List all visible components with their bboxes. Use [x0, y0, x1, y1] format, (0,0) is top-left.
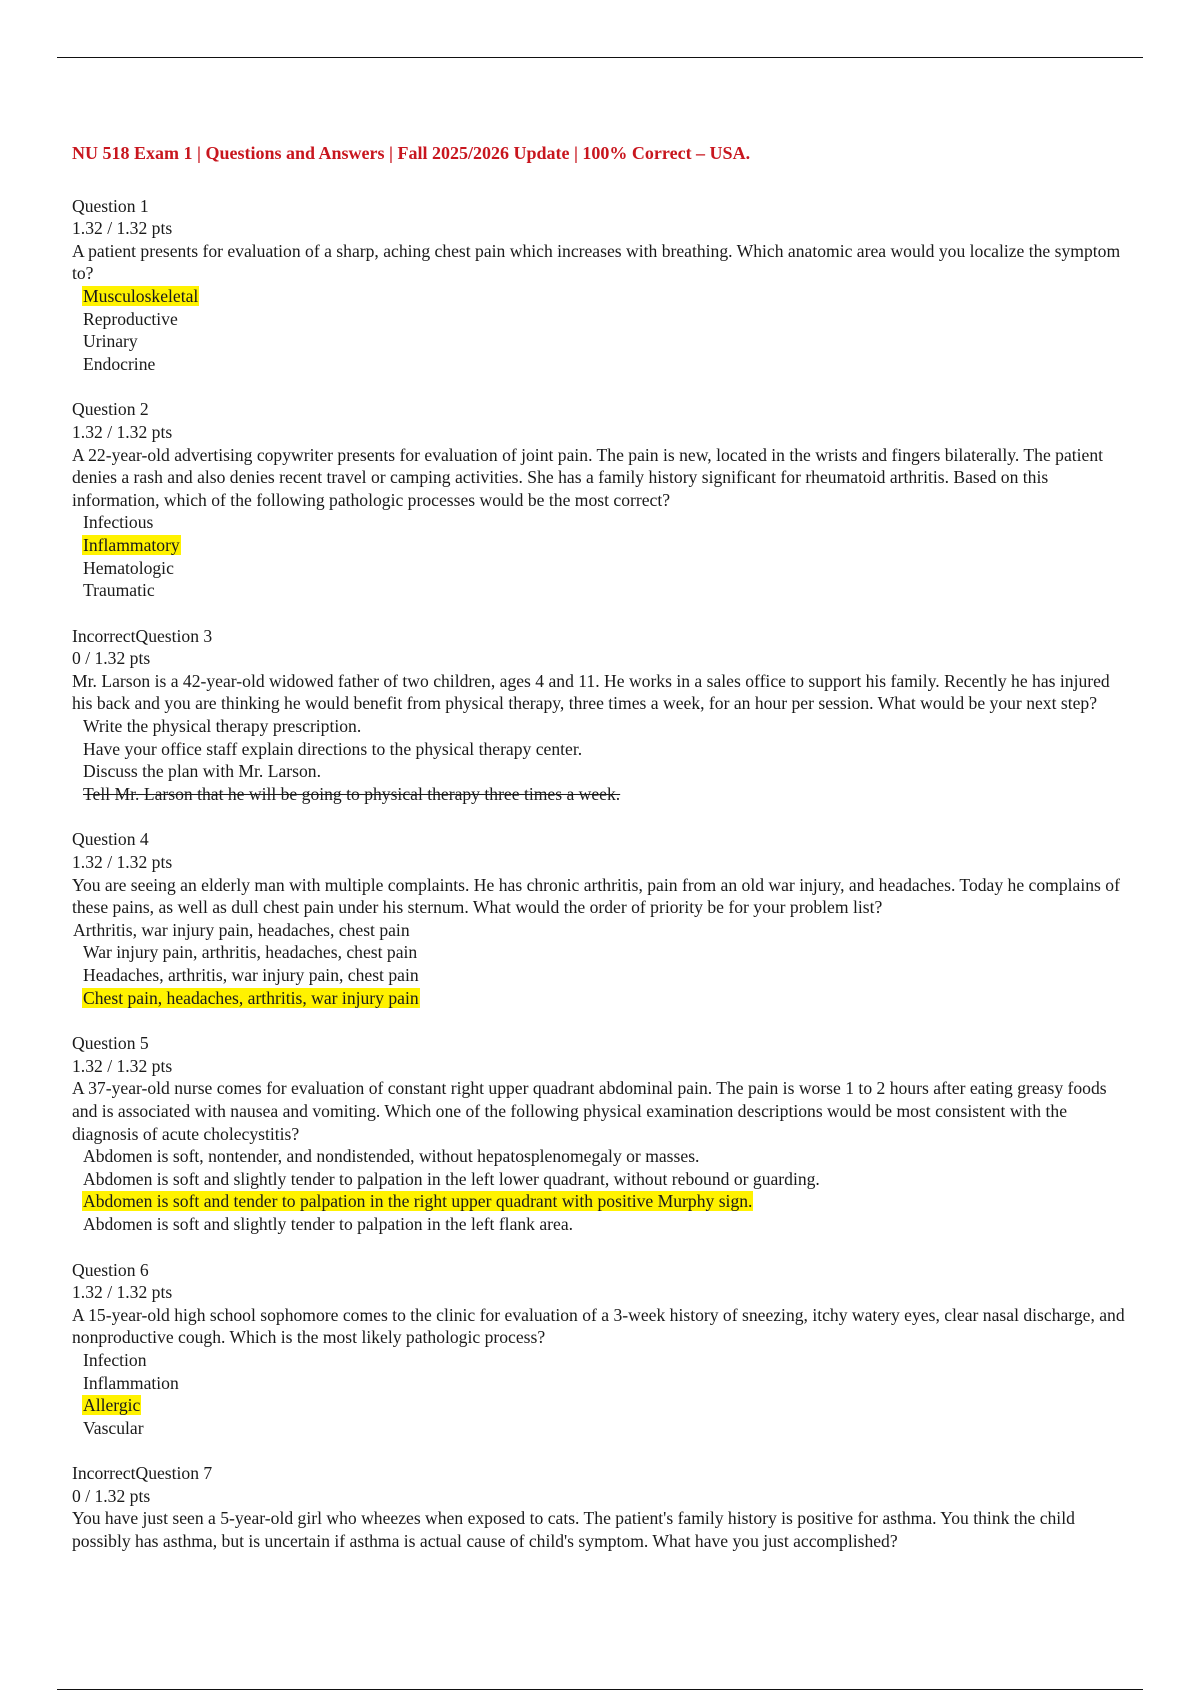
answer-option-label: Allergic — [83, 1395, 141, 1416]
answer-option-label: Endocrine — [83, 353, 156, 374]
answer-option-label: Write the physical therapy prescription. — [83, 716, 362, 737]
question-block — [72, 828, 1132, 1009]
answer-option — [72, 511, 1132, 534]
question-header: Question 6 — [72, 1259, 149, 1280]
answer-options — [72, 919, 1132, 1009]
question-header: Question 2 — [72, 399, 149, 420]
answer-option-label: Tell Mr. Larson that he will be going to physical therapy three times a week. — [83, 783, 621, 804]
question-text: A 37-year-old nurse comes for evaluation of constant right upper quadrant abdominal pain. The pain is worse 1 to 2 hours after eating greasy foods and is associated with nausea and vomiting. Which one of the following physical examination descriptions would be most consistent with the diagnosis of acute cholecystitis? — [72, 1078, 1107, 1144]
question-score: 1.32 / 1.32 pts — [72, 421, 173, 442]
document-title: NU 518 Exam 1 | Questions and Answers | Fall 2025/2026 Update | 100% Correct – USA. — [72, 143, 751, 163]
answer-option — [72, 919, 1132, 942]
answer-option — [72, 964, 1132, 987]
question-score: 1.32 / 1.32 pts — [72, 1055, 173, 1076]
answer-option — [72, 941, 1132, 964]
question-text: You are seeing an elderly man with multiple complaints. He has chronic arthritis, pain from an old war injury, and headaches. Today he complains of these pains, as well as dull chest pain under his sternum. What would the order of priority be for your problem list? — [72, 874, 1120, 918]
question-text: Mr. Larson is a 42-year-old widowed father of two children, ages 4 and 11. He works in a sales office to support his family. Recently he has injured his back and you are thinking he would benefit from physical therapy, three times a week, for an hour per session. What would be your next step? — [72, 670, 1110, 714]
question-score: 0 / 1.32 pts — [72, 1485, 151, 1506]
top-rule — [57, 57, 1143, 58]
answer-option — [72, 1213, 1132, 1236]
question-score: 1.32 / 1.32 pts — [72, 1282, 173, 1303]
answer-option-label: Vascular — [83, 1417, 144, 1438]
answer-option — [72, 1417, 1132, 1440]
answer-option-selected — [72, 534, 1132, 557]
bottom-rule — [57, 1689, 1143, 1690]
answer-option-label: War injury pain, arthritis, headaches, chest pain — [83, 942, 418, 963]
answer-option-label: Abdomen is soft and slightly tender to palpation in the left lower quadrant, without rebound or guarding. — [83, 1168, 820, 1189]
answer-options — [72, 715, 1132, 805]
answer-option-label: Abdomen is soft, nontender, and nondistended, without hepatosplenomegaly or masses. — [83, 1146, 700, 1167]
answer-option-label: Inflammatory — [83, 534, 180, 555]
question-header: Question 4 — [72, 829, 149, 850]
question-text: A 15-year-old high school sophomore comes to the clinic for evaluation of a 3-week history of sneezing, itchy watery eyes, clear nasal discharge, and nonproductive cough. Which is the most likely pathologic process? — [72, 1304, 1125, 1348]
answer-option-label: Infectious — [83, 512, 154, 533]
answer-options — [72, 285, 1132, 375]
document-body — [72, 142, 1132, 1576]
answer-option-struck — [72, 783, 1132, 806]
answer-option — [72, 738, 1132, 761]
question-header: IncorrectQuestion 7 — [72, 1463, 213, 1484]
question-score: 1.32 / 1.32 pts — [72, 852, 173, 873]
answer-option — [72, 579, 1132, 602]
question-block — [72, 195, 1132, 376]
answer-option-label: Discuss the plan with Mr. Larson. — [83, 761, 321, 782]
answer-option-label: Abdomen is soft and slightly tender to palpation in the left flank area. — [83, 1213, 574, 1234]
question-block — [72, 1462, 1132, 1552]
answer-option-label: Musculoskeletal — [83, 285, 199, 306]
answer-option — [72, 715, 1132, 738]
question-block — [72, 1032, 1132, 1235]
answer-option-selected — [72, 1190, 1132, 1213]
answer-option-label: Abdomen is soft and tender to palpation in the right upper quadrant with positive Murphy sign. — [83, 1191, 753, 1212]
answer-option — [72, 1145, 1132, 1168]
answer-option-selected — [72, 1394, 1132, 1417]
answer-option-label: Arthritis, war injury pain, headaches, chest pain — [73, 919, 410, 940]
question-score: 0 / 1.32 pts — [72, 648, 151, 669]
answer-option-label: Infection — [83, 1349, 147, 1370]
answer-option-label: Reproductive — [83, 308, 178, 329]
question-header: Question 1 — [72, 195, 149, 216]
answer-option-selected — [72, 285, 1132, 308]
answer-option — [72, 330, 1132, 353]
answer-option-label: Inflammation — [83, 1372, 179, 1393]
question-text: You have just seen a 5-year-old girl who wheezes when exposed to cats. The patient's family history is positive for asthma. You think the child possibly has asthma, but is uncertain if asthma is actual cause of child's symptom. What have you just accomplished? — [72, 1508, 1075, 1552]
answer-option — [72, 760, 1132, 783]
question-block — [72, 625, 1132, 806]
question-text: A 22-year-old advertising copywriter presents for evaluation of joint pain. The pain is new, located in the wrists and fingers bilaterally. The patient denies a rash and also denies recent travel or camping activities. She has a family history significant for rheumatoid arthritis. Based on this information, which of the following pathologic processes would be the most correct? — [72, 444, 1104, 510]
answer-option-label: Traumatic — [83, 580, 155, 601]
answer-options — [72, 1145, 1132, 1235]
answer-option-label: Chest pain, headaches, arthritis, war injury pain — [83, 987, 419, 1008]
question-header: Question 5 — [72, 1033, 149, 1054]
answer-option-label: Headaches, arthritis, war injury pain, chest pain — [83, 965, 419, 985]
question-text: A patient presents for evaluation of a sharp, aching chest pain which increases with breathing. Which anatomic area would you localize the symptom to? — [72, 240, 1121, 284]
question-block — [72, 398, 1132, 601]
answer-option-label: Have your office staff explain directions to the physical therapy center. — [83, 738, 583, 759]
answer-option — [72, 308, 1132, 331]
answer-option — [72, 1168, 1132, 1191]
question-header: IncorrectQuestion 3 — [72, 625, 213, 646]
answer-options — [72, 511, 1132, 601]
answer-option — [72, 1349, 1132, 1372]
answer-option — [72, 557, 1132, 580]
answer-option-selected — [72, 987, 1132, 1010]
answer-option — [72, 353, 1132, 376]
answer-option — [72, 1372, 1132, 1395]
question-score: 1.32 / 1.32 pts — [72, 218, 173, 239]
answer-options — [72, 1349, 1132, 1439]
answer-option-label: Hematologic — [83, 557, 174, 578]
answer-option-label: Urinary — [83, 331, 138, 352]
question-block — [72, 1259, 1132, 1440]
